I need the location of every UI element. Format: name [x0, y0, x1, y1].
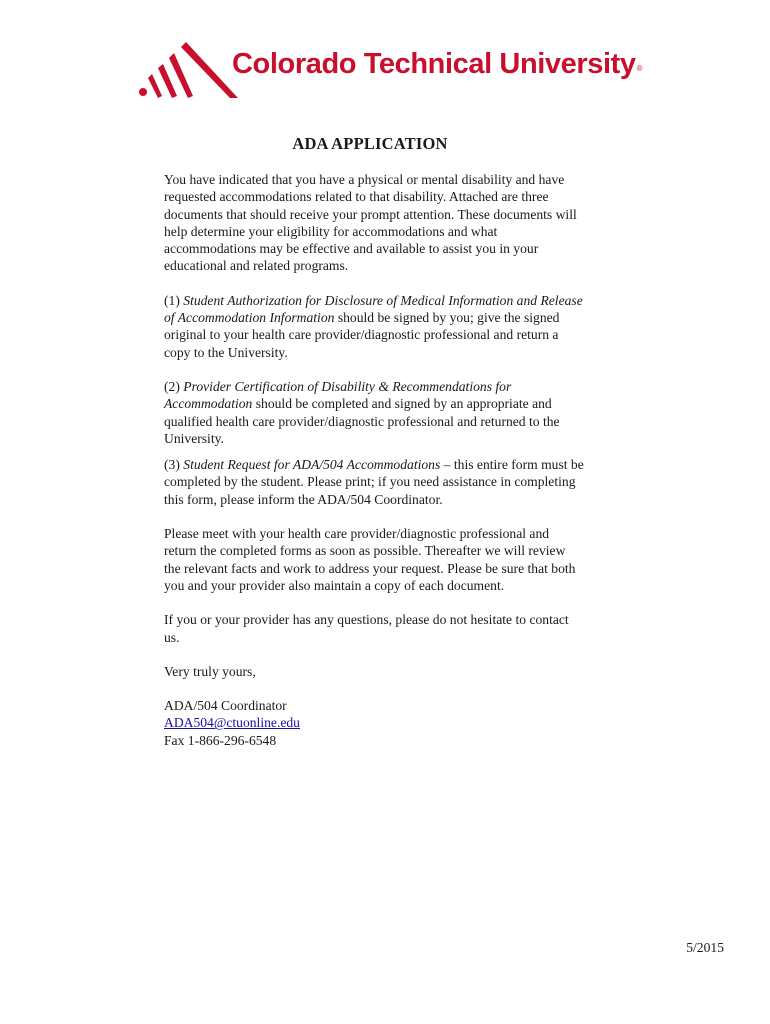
item-2-title: Provider Certification of Disability & Recommendations for Accommodation — [164, 378, 512, 412]
intro-paragraph: You have indicated that you have a physical or mental disability and have requested accommodations related to that disability. Attached are three documents that should receive your prompt attention. These documents will help determine your eligibility for accommodations and what accommodations may be effective and available to assist you in your educational and related programs. — [164, 172, 577, 274]
signature-name: ADA/504 Coordinator — [164, 698, 287, 714]
item-3-paragraph — [164, 456, 584, 508]
item-1-title: Student Authorization for Disclosure of Medical Information and Release of Accommodation Information — [164, 292, 583, 326]
item-1-number: (1) — [164, 292, 180, 308]
item-3-text: – this entire form must be completed by the student. Please print; if you need assistance in completing this form, please inform the ADA/504 Coordinator. — [164, 457, 584, 507]
item-3-number: (3) — [164, 457, 180, 473]
ctu-slash-mark-icon — [138, 40, 238, 100]
logo-registered-mark: ® — [636, 64, 643, 73]
closing-line: Very truly yours, — [164, 663, 256, 679]
document-body — [164, 171, 584, 749]
item-2-text: should be completed and signed by an appropriate and qualified health care provider/diagnostic professional and returned to the University. — [164, 396, 560, 446]
logo-name: Colorado Technical University — [232, 48, 636, 80]
meet-paragraph: Please meet with your health care provider/diagnostic professional and return the completed forms as soon as possible. Thereafter we will review the relevant facts and work to address your request. Please be sure that both you and your provider also maintain a copy of each document. — [164, 526, 576, 593]
questions-paragraph: If you or your provider has any questions, please do not hesitate to contact us. — [164, 612, 569, 645]
item-1-text: should be signed by you; give the signed original to your health care provider/diagnostic professional and return a copy to the University. — [164, 310, 560, 360]
email-link[interactable]: ADA504@ctuonline.edu — [164, 715, 300, 731]
item-3-title: Student Request for ADA/504 Accommodations — [183, 457, 441, 473]
signature-fax: Fax 1-866-296-6548 — [164, 732, 277, 748]
page-title: ADA APPLICATION — [292, 134, 448, 153]
logo-wordmark — [232, 48, 642, 81]
item-2-paragraph — [164, 378, 584, 447]
document-date: 5/2015 — [686, 940, 724, 955]
item-1-paragraph — [164, 292, 584, 361]
item-2-number: (2) — [164, 378, 180, 394]
signature-email-line — [164, 714, 584, 731]
ctu-logo — [138, 40, 643, 100]
